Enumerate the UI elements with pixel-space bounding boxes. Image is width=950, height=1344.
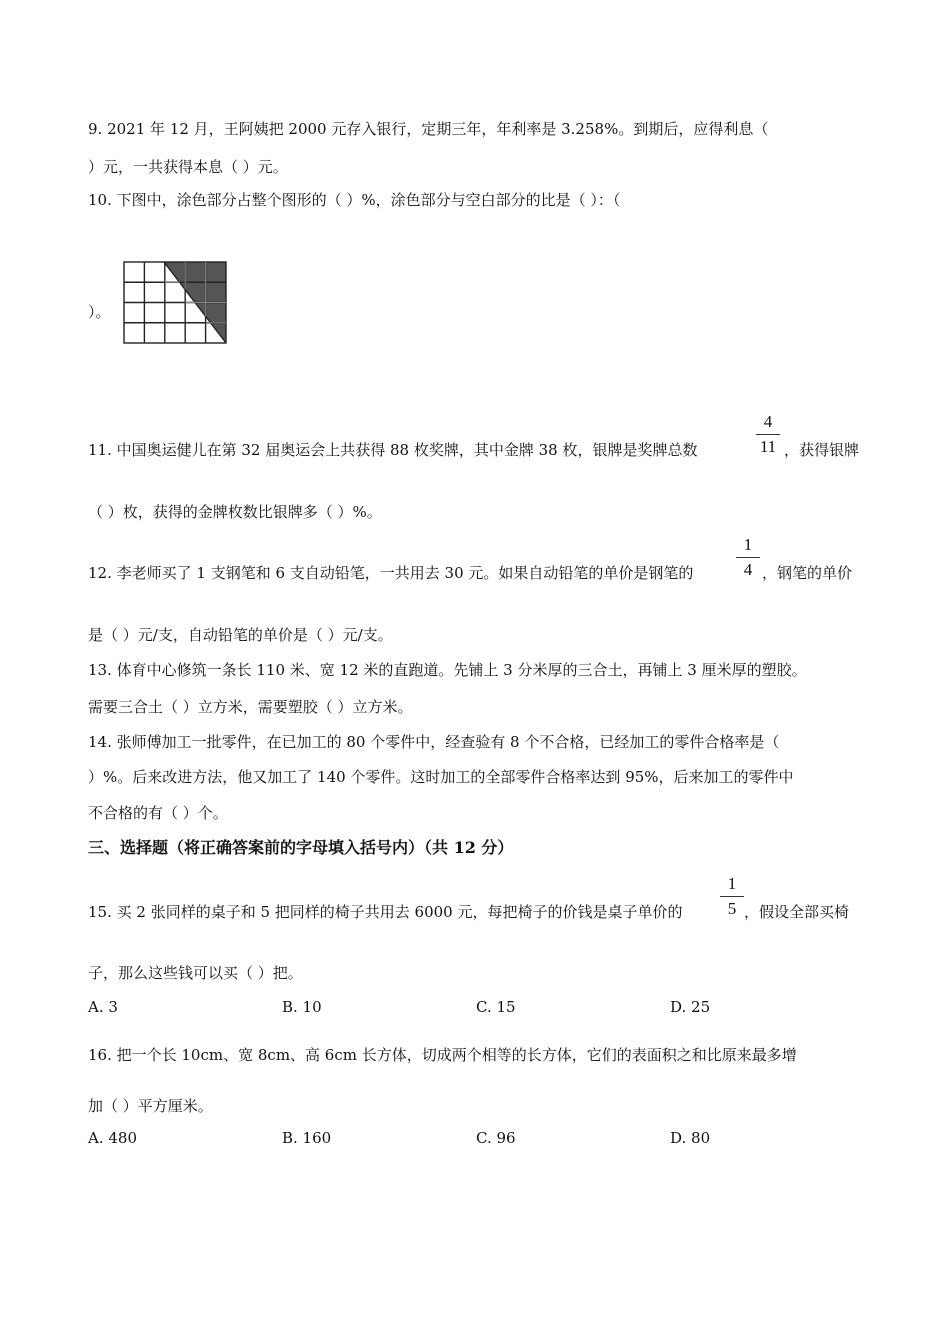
q11-fraction — [756, 412, 780, 457]
q15-option-d[interactable]: D. 25 — [670, 998, 711, 1016]
q13-line2: 需要三合土（ ）立方米，需要塑胶（ ）立方米。 — [88, 698, 413, 716]
fraction-bar — [720, 896, 744, 897]
q16-line2: 加（ ）平方厘米。 — [88, 1097, 213, 1115]
q9-line2: ）元，一共获得本息（ ）元。 — [88, 158, 288, 176]
fraction-bar — [736, 557, 760, 558]
q14-line1: 14. 张师傅加工一批零件，在已加工的 80 个零件中，经查验有 8 个不合格，已经加工的零件合格率是（ — [88, 733, 780, 751]
q13-line1: 13. 体育中心修筑一条长 110 米、宽 12 米的直跑道。先铺上 3 分米厚的三合土，再铺上 3 厘米厚的塑胶。 — [88, 661, 807, 679]
q15-fraction — [720, 874, 744, 919]
q16-option-b[interactable]: B. 160 — [282, 1129, 332, 1147]
q10-line2: ）。 — [88, 303, 111, 321]
shaded-grid-figure — [123, 261, 229, 345]
fraction-numerator: 1 — [743, 535, 753, 554]
q11-line1a: 11. 中国奥运健儿在第 32 届奥运会上共获得 88 枚奖牌，其中金牌 38 枚，银牌是奖牌总数 — [88, 441, 698, 459]
q12-line1b: ，钢笔的单价 — [762, 564, 853, 582]
q15-option-c[interactable]: C. 15 — [476, 998, 516, 1016]
q12-line1a: 12. 李老师买了 1 支钢笔和 6 支自动铅笔，一共用去 30 元。如果自动铅笔的单价是钢笔的 — [88, 564, 694, 582]
q16-line1: 16. 把一个长 10cm、宽 8cm、高 6cm 长方体，切成两个相等的长方体，它们的表面积之和比原来最多增 — [88, 1046, 797, 1064]
section-heading: 三、选择题（将正确答案前的字母填入括号内）（共 12 分） — [88, 838, 514, 857]
fraction-denominator: 4 — [743, 560, 753, 579]
fraction-denominator: 11 — [759, 437, 777, 456]
q15-line1a: 15. 买 2 张同样的桌子和 5 把同样的椅子共用去 6000 元，每把椅子的价钱是桌子单价的 — [88, 903, 683, 921]
q10-line1: 10. 下图中，涂色部分占整个图形的（ ）%，涂色部分与空白部分的比是（ ）：（ — [88, 191, 621, 209]
q14-line2: ）%。后来改进方法，他又加工了 140 个零件。这时加工的全部零件合格率达到 95%，后来加工的零件中 — [88, 768, 794, 786]
q15-line2: 子，那么这些钱可以买（ ）把。 — [88, 964, 303, 982]
q15-line1b: ，假设全部买椅 — [744, 903, 850, 921]
q16-option-c[interactable]: C. 96 — [476, 1129, 516, 1147]
q12-line2: 是（ ）元/支，自动铅笔的单价是（ ）元/支。 — [88, 626, 393, 644]
q16-option-d[interactable]: D. 80 — [670, 1129, 711, 1147]
q15-option-a[interactable]: A. 3 — [88, 998, 118, 1016]
fraction-denominator: 5 — [727, 899, 737, 918]
q15-option-b[interactable]: B. 10 — [282, 998, 322, 1016]
q11-line2: （ ）枚，获得的金牌枚数比银牌多（ ）%。 — [88, 503, 382, 521]
fraction-bar — [756, 434, 780, 435]
fraction-numerator: 1 — [727, 874, 737, 893]
q11-line1b: ，获得银牌 — [784, 441, 860, 459]
q16-option-a[interactable]: A. 480 — [88, 1129, 137, 1147]
q12-fraction — [736, 535, 760, 580]
fraction-numerator: 4 — [763, 412, 773, 431]
q14-line3: 不合格的有（ ）个。 — [88, 804, 228, 822]
q9-line1: 9. 2021 年 12 月，王阿姨把 2000 元存入银行，定期三年，年利率是 3.258%。到期后，应得利息（ — [88, 120, 769, 138]
